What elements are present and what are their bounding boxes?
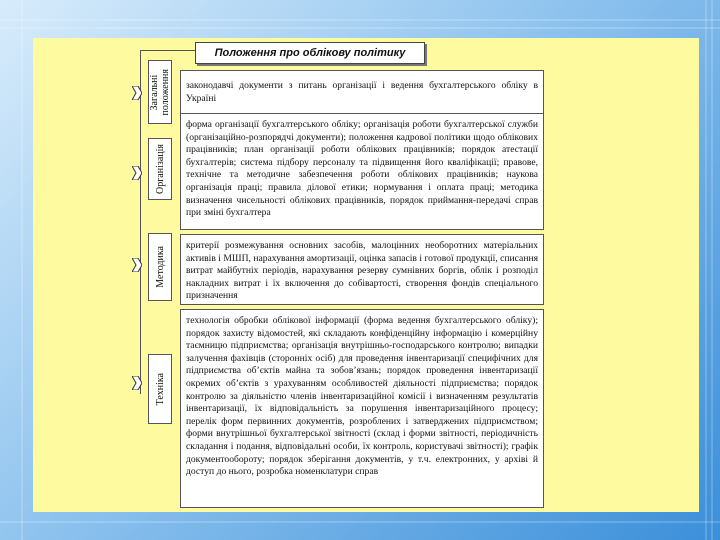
category-label-technique: Техніка bbox=[148, 354, 172, 424]
connector-line bbox=[140, 50, 141, 394]
arrow-icon bbox=[132, 258, 142, 272]
arrow-icon bbox=[132, 166, 142, 180]
category-label-organization: Організація bbox=[148, 138, 172, 200]
connector-line-top bbox=[140, 50, 195, 51]
category-text-technique: технологія обробки облікової інформації (форма ведення бухгалтерського обліку); порядок захисту відомостей, які складають конфіденційну інформацію і комерційну таємницю підприємства; організація внутрішньо-господарського контролю; випадки залучення фахівців (сторонніх осіб) для проведення інвентаризації специфічних для підприємства об’єктів майна та зобов’язань; порядок проведення інвентаризації окремих об’єктів з урахуванням особливостей діяльності підприємства; порядок контролю за діяльністю членів інвентаризаційної комісії і визначенням результатів інвентаризації, їх відповідальність за порушення інвентаризаційного процесу; перелік форм первинних документів, розроблених і затверджених підприємством; форми внутрішньої бухгалтерської звітності (склад і форми звітності, періодичність складання і подання, відповідальні особи, їх контроль, користувачі звітності); графік документообороту; порядок зберігання документів, у т.ч. електронних, у архіві й доступ до нього, розробка номенклатури справ bbox=[180, 309, 544, 508]
category-text-organization: форма організації бухгалтерського обліку; організація роботи бухгалтерської служби (організаційно-розпорядчі документи); положення кадрової політики щодо облікових працівників; план організації роботи облікових працівників; порядок атестації бухгалтерів; система підбору персоналу та підвищення його кваліфікації; правове, технічне та методичне забезпечення роботи облікових працівників; наукова організація праці; правила ділової етики; нормування і оплата праці; методика визначення чисельності облікових працівників, порядок приймання-передачі справ при зміні бухгалтера bbox=[180, 113, 544, 230]
category-label-methodology: Методика bbox=[148, 233, 172, 301]
diagram-title: Положення про облікову політику bbox=[195, 42, 425, 64]
category-label-general: Загальні положення bbox=[148, 60, 172, 124]
category-text-general: законодавчі документи з питань організації і ведення бухгалтерського обліку в Україні bbox=[180, 70, 544, 116]
category-text-methodology: критерії розмежування основних засобів, малоцінних необоротних матеріальних активів і МШП, нарахування амортизації, оцінка запасів і готової продукції, списання витрат майбутніх періодів, нарахування резерву сумнівних боргів, облік і розподіл накладних витрат і їх включення до собівартості, створення фондів спеціального призначення bbox=[180, 234, 544, 305]
arrow-icon bbox=[132, 86, 142, 100]
arrow-icon bbox=[132, 376, 142, 390]
